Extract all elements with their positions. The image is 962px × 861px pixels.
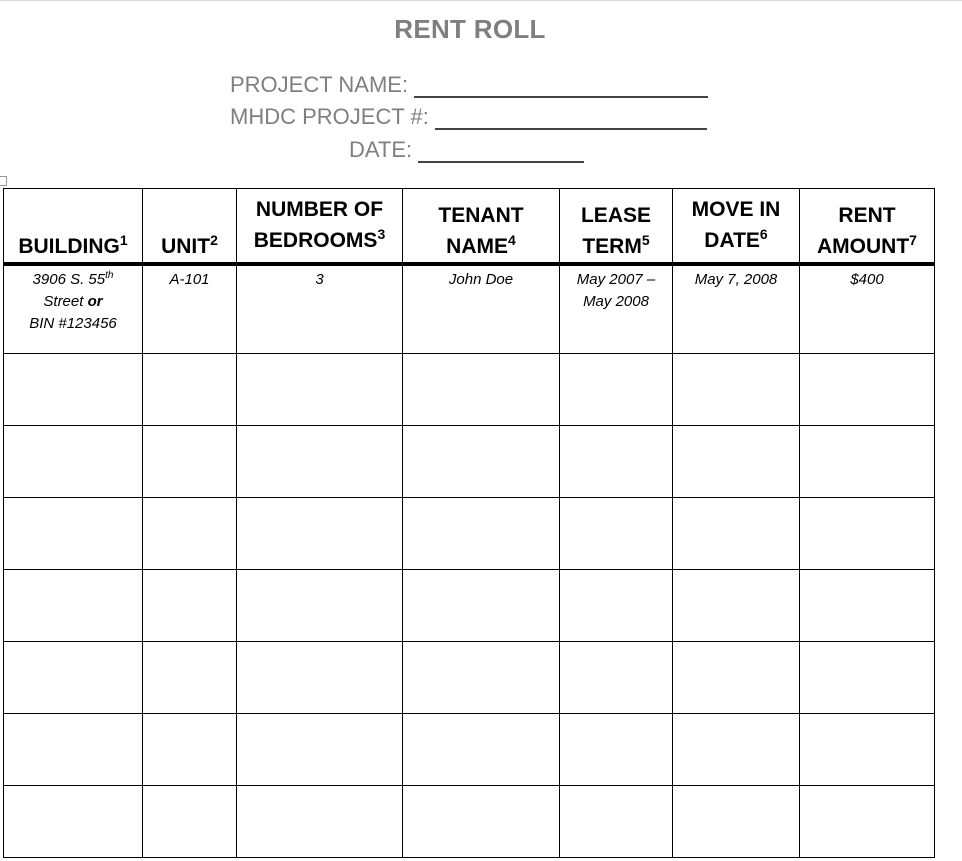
cell-bedrooms[interactable]: [237, 714, 403, 786]
table-row: [4, 570, 935, 642]
cell-move-in[interactable]: [673, 354, 800, 426]
cell-unit[interactable]: [143, 786, 237, 858]
cell-rent[interactable]: [800, 786, 935, 858]
table-row: [4, 786, 935, 858]
footnote-ref: 2: [210, 231, 218, 248]
building-bin: BIN #123456: [29, 315, 117, 332]
cell-move-in[interactable]: [673, 264, 800, 354]
cell-bedrooms[interactable]: [237, 498, 403, 570]
cell-building[interactable]: [4, 786, 143, 858]
footnote-ref: 4: [508, 231, 516, 248]
footnote-ref: 3: [377, 225, 386, 242]
cell-tenant[interactable]: [403, 354, 560, 426]
header-row: [4, 189, 935, 265]
header-lease-line2: TERM: [582, 234, 642, 258]
cell-lease-term[interactable]: [560, 426, 673, 498]
project-name-field: [230, 72, 708, 98]
table-row: [4, 714, 935, 786]
cell-unit[interactable]: [143, 498, 237, 570]
date-blank[interactable]: [418, 139, 584, 163]
cell-tenant[interactable]: [403, 786, 560, 858]
cell-rent[interactable]: [800, 570, 935, 642]
header-tenant-name: [403, 189, 560, 265]
header-tenant-line1: TENANT: [438, 204, 524, 228]
rent-roll-table: [3, 188, 935, 858]
cell-move-in[interactable]: [673, 426, 800, 498]
mhdc-project-label: MHDC PROJECT #:: [230, 104, 429, 129]
ordinal-suffix: th: [105, 270, 114, 281]
cell-move-in[interactable]: [673, 498, 800, 570]
cell-unit[interactable]: [143, 642, 237, 714]
cell-lease-term[interactable]: [560, 498, 673, 570]
mhdc-project-field: [230, 104, 707, 130]
header-rent-amount: [800, 189, 935, 265]
cell-lease-term[interactable]: [560, 642, 673, 714]
cell-unit[interactable]: [143, 570, 237, 642]
cell-lease-term[interactable]: [560, 264, 673, 354]
header-rent-line1: RENT: [838, 204, 896, 228]
cell-tenant[interactable]: [403, 714, 560, 786]
building-address: 3906 S. 55: [32, 271, 106, 288]
building-or: or: [87, 293, 103, 310]
cell-rent[interactable]: [800, 426, 935, 498]
header-tenant-line2: NAME: [446, 234, 509, 258]
header-bedrooms-line1: NUMBER OF: [255, 198, 384, 222]
header-rent-line2: AMOUNT: [817, 234, 910, 258]
cell-bedrooms[interactable]: [237, 570, 403, 642]
footnote-ref: 6: [759, 225, 768, 242]
document-title: RENT ROLL: [394, 14, 546, 44]
table-move-handle[interactable]: [0, 176, 7, 186]
lease-end: May 2008: [583, 293, 649, 310]
header-move-in-date: [673, 189, 800, 265]
cell-building[interactable]: [4, 426, 143, 498]
date-label: DATE:: [349, 137, 413, 162]
cell-rent[interactable]: [800, 498, 935, 570]
table-row: [4, 354, 935, 426]
cell-move-in[interactable]: [673, 642, 800, 714]
cell-tenant[interactable]: [403, 264, 560, 354]
cell-rent[interactable]: [800, 354, 935, 426]
cell-bedrooms[interactable]: [237, 642, 403, 714]
header-building: [4, 189, 143, 265]
bedrooms-value: 3: [315, 271, 324, 288]
header-move-line2: DATE: [704, 228, 760, 252]
header-building-label: BUILDING: [18, 234, 120, 258]
page-top-border: [0, 0, 962, 1]
cell-unit[interactable]: [143, 714, 237, 786]
cell-tenant[interactable]: [403, 498, 560, 570]
project-name-blank[interactable]: [414, 74, 708, 98]
table-row: [4, 498, 935, 570]
cell-tenant[interactable]: [403, 426, 560, 498]
header-lease-line1: LEASE: [580, 204, 651, 228]
cell-rent[interactable]: [800, 642, 935, 714]
cell-rent[interactable]: [800, 264, 935, 354]
building-street: Street: [43, 293, 84, 310]
cell-bedrooms[interactable]: [237, 264, 403, 354]
cell-bedrooms[interactable]: [237, 354, 403, 426]
cell-building[interactable]: [4, 354, 143, 426]
cell-bedrooms[interactable]: [237, 426, 403, 498]
cell-building[interactable]: [4, 570, 143, 642]
cell-bedrooms[interactable]: [237, 786, 403, 858]
footnote-ref: 7: [909, 231, 917, 248]
cell-unit[interactable]: [143, 264, 237, 354]
table-row: [4, 642, 935, 714]
cell-lease-term[interactable]: [560, 354, 673, 426]
date-field: [349, 137, 584, 163]
header-unit-label: UNIT: [161, 234, 211, 258]
cell-lease-term[interactable]: [560, 570, 673, 642]
footnote-ref: 5: [641, 231, 650, 248]
cell-unit[interactable]: [143, 426, 237, 498]
rent-value: $400: [850, 271, 884, 288]
header-bedrooms-line2: BEDROOMS: [253, 228, 378, 252]
table-row: [4, 426, 935, 498]
move-in-value: May 7, 2008: [694, 271, 778, 288]
cell-building[interactable]: [4, 498, 143, 570]
cell-tenant[interactable]: [403, 642, 560, 714]
tenant-value: John Doe: [448, 271, 514, 288]
cell-building[interactable]: [4, 642, 143, 714]
cell-move-in[interactable]: [673, 570, 800, 642]
cell-move-in[interactable]: [673, 714, 800, 786]
header-bedrooms: [237, 189, 403, 265]
footnote-ref: 1: [119, 231, 128, 248]
header-lease-term: [560, 189, 673, 265]
cell-building[interactable]: [4, 714, 143, 786]
unit-value: A-101: [169, 271, 210, 288]
lease-start: May 2007 –: [576, 271, 656, 288]
cell-lease-term[interactable]: [560, 786, 673, 858]
header-move-line1: MOVE IN: [691, 198, 781, 222]
cell-rent[interactable]: [800, 714, 935, 786]
cell-unit[interactable]: [143, 354, 237, 426]
project-name-label: PROJECT NAME:: [230, 72, 409, 97]
cell-lease-term[interactable]: [560, 714, 673, 786]
example-row: [4, 264, 935, 354]
cell-move-in[interactable]: [673, 786, 800, 858]
cell-building[interactable]: [4, 264, 143, 354]
header-unit: [143, 189, 237, 265]
cell-tenant[interactable]: [403, 570, 560, 642]
mhdc-project-blank[interactable]: [435, 106, 707, 130]
